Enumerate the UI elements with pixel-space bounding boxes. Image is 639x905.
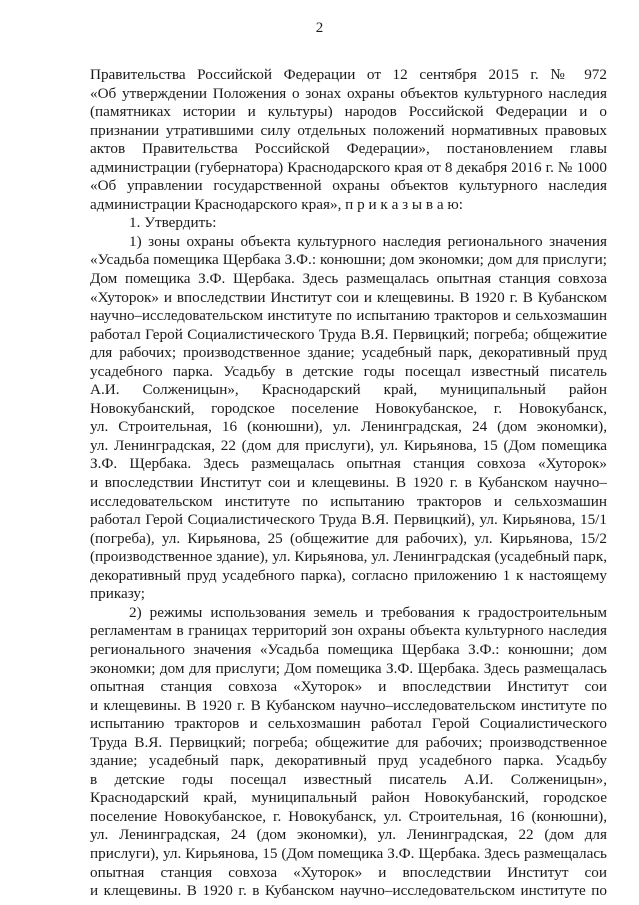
text-line: З.Ф. Щербака. Здесь размещалась опытная станция совхоза «Хуторок» bbox=[90, 455, 607, 473]
text-line: для рабочих; производственное здание; усадебный парк, декоративный пруд bbox=[90, 344, 607, 362]
text-line: работал Герой Социалистического Труда В.Я. Первицкий; погреба; общежитие bbox=[90, 325, 607, 343]
text-line: ул. Ленинградская, 24 (дом экономки), ул. Ленинградская, 22 (дом для bbox=[90, 826, 607, 844]
text-line: исследовательском институте по испытанию тракторов и сельхозмашин bbox=[90, 492, 607, 510]
text-line: «Усадьба помещика Щербака З.Ф.: конюшни; дом экономки; дом для прислуги; bbox=[90, 251, 607, 269]
text-line: регионального значения «Усадьба помещика Щербака З.Ф.: конюшни; дом bbox=[90, 640, 607, 658]
text-line: декоративный пруд усадебного парка), согласно приложению 1 к настоящему bbox=[90, 566, 607, 584]
text-line: в детские годы посещал известный писатель А.И. Солженицын», bbox=[90, 770, 607, 788]
text-line: поселение Новокубанское, г. Новокубанск, ул. Строительная, 16 (конюшни), bbox=[90, 807, 607, 825]
text-line: (производственное здание), ул. Кирьянова, ул. Ленинградская (усадебный парк, bbox=[90, 548, 607, 566]
text-line: А.И. Солженицын», Краснодарский край, муниципальный район bbox=[90, 381, 607, 399]
text-line: (погреба), ул. Кирьянова, 25 (общежитие для рабочих), ул. Кирьянова, 15/2 bbox=[90, 529, 607, 547]
text-line: 1. Утвердить: bbox=[129, 214, 217, 232]
text-line: работал Герой Социалистического Труда В.Я. Первицкий), ул. Кирьянова, 15/1 bbox=[90, 511, 607, 529]
text-line: и клещевины. В 1920 г. в Кубанском научно–исследовательском институте по bbox=[90, 882, 607, 900]
text-line: 1) зоны охраны объекта культурного наследия регионального значения bbox=[129, 232, 607, 250]
text-line: «Об управлении государственной охраны объектов культурного наследия bbox=[90, 177, 607, 195]
text-line: здание; усадебный парк, декоративный пруд усадебного парка. Усадьбу bbox=[90, 752, 607, 770]
text-line: и клещевины. В 1920 г. В Кубанском научно–исследовательском институте по bbox=[90, 696, 607, 714]
text-line: 2) режимы использования земель и требования к градостроительным bbox=[129, 603, 607, 621]
text-line: «Об утверждении Положения о зонах охраны объектов культурного наследия bbox=[90, 84, 607, 102]
text-line: «Хуторок» и впоследствии Институт сои и клещевины. В 1920 г. В Кубанском bbox=[90, 288, 607, 306]
text-line: опытная станция совхоза «Хуторок» и впоследствии Институт сои bbox=[90, 678, 607, 696]
text-line: прислуги), ул. Кирьянова, 15 (Дом помещика З.Ф. Щербака. Здесь размещалась bbox=[90, 844, 607, 862]
text-line: ул. Ленинградская, 22 (дом для прислуги), ул. Кирьянова, 15 (Дом помещика bbox=[90, 436, 607, 454]
text-line: научно–исследовательском институте по испытанию тракторов и сельхозмашин bbox=[90, 308, 607, 325]
text-line: Дом помещика З.Ф. Щербака. Здесь размещалась опытная станция совхоза bbox=[90, 270, 607, 288]
text-line: Правительства Российской Федерации от 12 сентября 2015 г. № 972 bbox=[90, 66, 607, 83]
text-line: признании утратившими силу отдельных положений нормативных правовых bbox=[90, 121, 607, 139]
text-line: усадебного парка. Усадьбу в детские годы посещал известный писатель bbox=[90, 362, 607, 380]
text-line: ул. Строительная, 16 (конюшни), ул. Ленинградская, 24 (дом экономки), bbox=[90, 418, 607, 436]
text-line: администрации (губернатора) Краснодарского края от 8 декабря 2016 г. № 1000 bbox=[90, 158, 607, 176]
text-line: регламентам в границах территорий зон охраны объекта культурного наследия bbox=[90, 622, 607, 640]
text-line: (памятниках истории и культуры) народов Российской Федерации и о bbox=[90, 103, 607, 121]
document-body bbox=[90, 66, 607, 901]
text-line: Труда В.Я. Первицкий; погреба; общежитие для рабочих; производственное bbox=[90, 733, 607, 751]
text-line: опытная станция совхоза «Хуторок» и впоследствии Институт сои bbox=[90, 863, 607, 881]
text-line: испытанию тракторов и сельхозмашин работал Герой Социалистического bbox=[90, 715, 607, 733]
text-line: и впоследствии Институт сои и клещевины. В 1920 г. в Кубанском научно– bbox=[90, 474, 607, 492]
text-line: приказу; bbox=[90, 585, 146, 603]
text-line: Краснодарский край, муниципальный район Новокубанский, городское bbox=[90, 789, 607, 807]
text-line: администрации Краснодарского края», п р и к а з ы в а ю: bbox=[90, 195, 463, 213]
text-line: Новокубанский, городское поселение Новокубанское, г. Новокубанск, bbox=[90, 399, 607, 417]
text-line: актов Правительства Российской Федерации», постановлением главы bbox=[90, 140, 607, 158]
text-line: экономки; дом для прислуги; Дом помещика З.Ф. Щербака. Здесь размещалась bbox=[90, 659, 607, 677]
page-number: 2 bbox=[315, 20, 324, 36]
